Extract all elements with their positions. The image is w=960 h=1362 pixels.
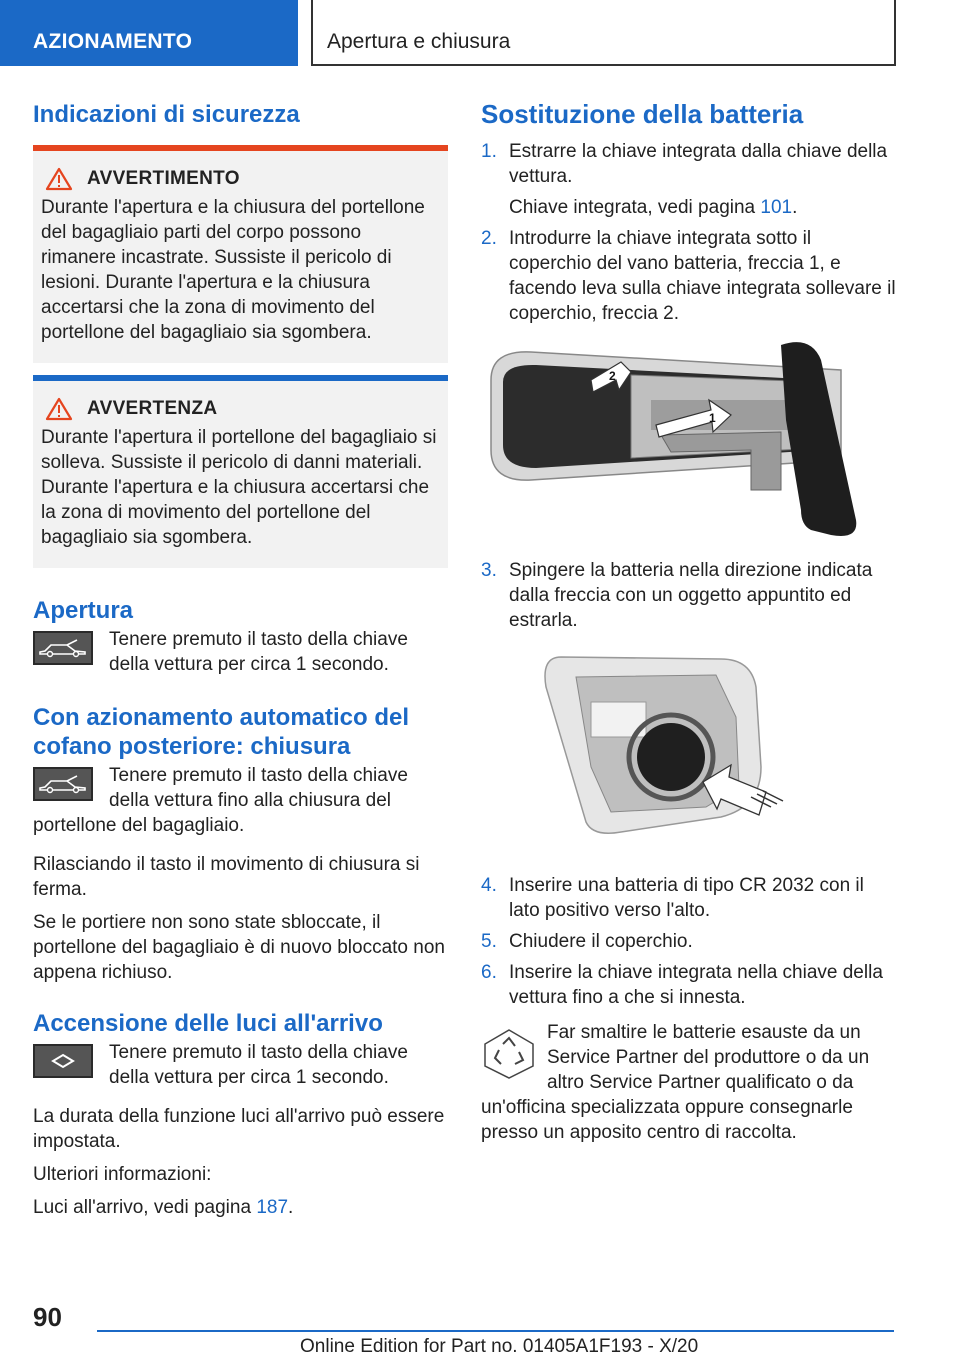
step-number: 6. bbox=[481, 962, 497, 983]
lights-block bbox=[33, 1040, 448, 1090]
warning-head bbox=[41, 167, 440, 191]
recycle-icon bbox=[481, 1026, 537, 1082]
step-text: Introdurre la chiave integrata sotto il coperchio del vano batteria, freccia 1, e facendo leva sulla chiave integrata sollevare il coperchio, freccia 2. bbox=[509, 228, 896, 324]
lights-p2: La durata della funzione luci all'arrivo può essere impostata. bbox=[33, 1106, 445, 1152]
arrow-label: 1 bbox=[709, 411, 716, 425]
step-4 bbox=[481, 873, 896, 923]
opening-text: Tenere premuto il tasto della chiave della vettura per circa 1 secondo. bbox=[109, 629, 408, 675]
lights-title: Accensione delle luci all'arrivo bbox=[33, 1010, 383, 1037]
page-link-187[interactable]: 187 bbox=[256, 1197, 289, 1218]
step-1 bbox=[481, 139, 896, 220]
step-sub: Chiave integrata, vedi pagina 101. bbox=[509, 197, 798, 218]
step-2 bbox=[481, 226, 896, 326]
page-link-101[interactable]: 101 bbox=[760, 197, 793, 218]
step-text: Spingere la batteria nella direzione indicata dalla freccia con un oggetto appuntito ed estrarla. bbox=[509, 560, 873, 631]
step-number: 2. bbox=[481, 228, 497, 249]
key-removal-figure bbox=[481, 340, 896, 540]
step-6 bbox=[481, 960, 896, 1010]
warning-text: Durante l'apertura e la chiusura del portellone del bagagliaio parti del corpo possono rimanere incastrate. Sussiste il pericolo di lesioni. Durante l'apertura e la chiusura accertarsi che la zona di movimento del portellone del bagagliaio sia sgombera. bbox=[41, 197, 425, 343]
step-number: 3. bbox=[481, 560, 497, 581]
footer-rule bbox=[97, 1330, 894, 1332]
car-trunk-icon bbox=[37, 774, 89, 794]
battery-title: Sostituzione della batteria bbox=[481, 99, 804, 129]
auto-close-text: Tenere premuto il tasto della chiave della vettura fino alla chiusura del portellone del bagagliaio. bbox=[33, 765, 408, 836]
arrow-label: 2 bbox=[609, 369, 616, 383]
section-tab: AZIONAMENTO bbox=[0, 0, 298, 66]
right-column bbox=[481, 100, 896, 1145]
opening-title: Apertura bbox=[33, 597, 134, 624]
left-column bbox=[33, 100, 448, 1220]
lights-p3: Ulteriori informazioni: bbox=[33, 1164, 212, 1185]
car-trunk-icon bbox=[37, 638, 89, 658]
diamond-icon bbox=[43, 1051, 83, 1071]
step-text: Inserire la chiave integrata nella chiave della vettura fino a che si innesta. bbox=[509, 962, 883, 1008]
step-text: Chiudere il coperchio. bbox=[509, 931, 693, 952]
auto-close-p3: Se le portiere non sono state sbloccate, il portellone del bagagliaio è di nuovo bloccato non appena richiuso. bbox=[33, 912, 445, 983]
trunk-key-button bbox=[33, 631, 93, 665]
edition-text: Online Edition for Part no. 01405A1F193 - X/20 bbox=[300, 1336, 699, 1357]
warning-label: AVVERTIMENTO bbox=[87, 168, 240, 189]
lights-key-button bbox=[33, 1044, 93, 1078]
step-text: Estrarre la chiave integrata dalla chiave della vettura. bbox=[509, 141, 888, 187]
page-header bbox=[0, 0, 960, 66]
warning-triangle-icon bbox=[45, 397, 73, 421]
lights-ref-end: . bbox=[288, 1197, 294, 1218]
warning-triangle-icon bbox=[45, 167, 73, 191]
warning-head bbox=[41, 397, 440, 421]
recycle-text: Far smaltire le batterie esauste da un Service Partner del produttore o da un altro Service Partner qualificato o da un'officina specializzata oppure consegnarle presso un apposito centro di raccolta. bbox=[481, 1022, 870, 1143]
trunk-key-button bbox=[33, 767, 93, 801]
warning-box-red bbox=[33, 145, 448, 363]
step-5 bbox=[481, 929, 896, 954]
auto-close-title: Con azionamento automatico del cofano posteriore: chiusura bbox=[33, 704, 410, 760]
step-number: 5. bbox=[481, 931, 497, 952]
safety-title: Indicazioni di sicurezza bbox=[33, 101, 300, 128]
page-number: 90 bbox=[33, 1302, 62, 1332]
step-number: 4. bbox=[481, 875, 497, 896]
warning-text: Durante l'apertura il portellone del bagagliaio si solleva. Sussiste il pericolo di danni materiali. Durante l'apertura e la chiusura accertarsi che la zona di movimento del portellone del bagagliaio sia sgombera. bbox=[41, 427, 437, 548]
step-text: Inserire una batteria di tipo CR 2032 con il lato positivo verso l'alto. bbox=[509, 875, 864, 921]
step-number: 1. bbox=[481, 141, 497, 162]
warning-box-blue bbox=[33, 375, 448, 568]
warning-label: AVVERTENZA bbox=[87, 398, 218, 419]
opening-block bbox=[33, 627, 448, 677]
recycle-note bbox=[481, 1020, 896, 1145]
chapter-title: Apertura e chiusura bbox=[311, 0, 896, 66]
battery-compartment-figure bbox=[481, 647, 896, 847]
lights-ref-text: Luci all'arrivo, vedi pagina bbox=[33, 1197, 257, 1218]
step-3 bbox=[481, 558, 896, 633]
lights-reference bbox=[33, 1195, 448, 1220]
lights-text: Tenere premuto il tasto della chiave della vettura per circa 1 secondo. bbox=[109, 1042, 408, 1088]
auto-close-p2: Rilasciando il tasto il movimento di chiusura si ferma. bbox=[33, 854, 420, 900]
auto-close-block bbox=[33, 763, 448, 838]
